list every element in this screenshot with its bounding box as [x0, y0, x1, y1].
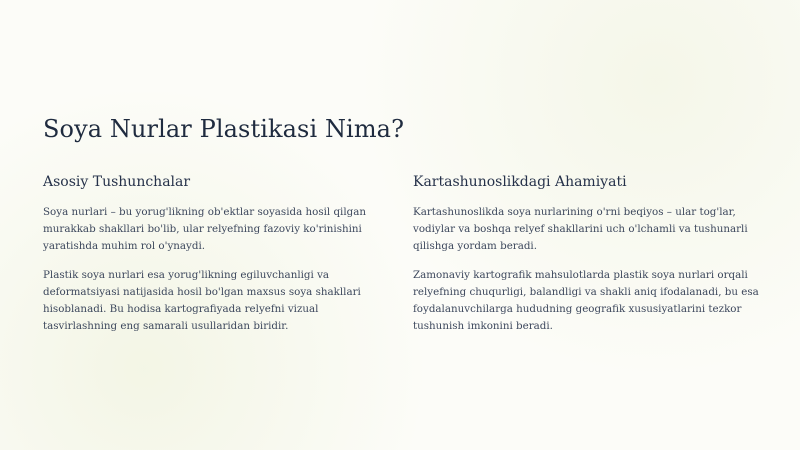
page-title: Soya Nurlar Plastikasi Nima? [43, 115, 405, 143]
paragraph: Zamonaviy kartografik mahsulotlarda plastik soya nurlari orqali relyefning chuqurligi, balandligi va shakli aniq ifodalanadi, bu esa foydalanuvchilarga hududning geografik xususiyatlarini tezkor tushunish imkonini beradi. [413, 268, 759, 333]
paragraph: Plastik soya nurlari esa yorug'likning egiluvchanligi va deformatsiyasi natijasida hosil bo'lgan maxsus soya shakllari hisoblanadi. Bu hodisa kartografiyada relyefni vizual tasvirlashning eng samarali usullaridan biridir. [43, 268, 361, 333]
paragraph: Soya nurlari – bu yorug'likning ob'ektlar soyasida hosil qilgan murakkab shakllari bo'lib, ular relyefning fazoviy ko'rinishini yaratishda muhim rol o'ynaydi. [43, 206, 366, 253]
paragraph: Kartashunoslikda soya nurlarining o'rni beqiyos – ular tog'lar, vodiylar va boshqa relyef shakllarini uch o'lchamli va tushunarli qilishga yordam beradi. [413, 206, 748, 253]
column-heading: Kartashunoslikdagi Ahamiyati [413, 174, 627, 190]
column-cartography-importance [413, 172, 765, 346]
column-key-concepts [43, 172, 395, 346]
column-heading: Asosiy Tushunchalar [43, 174, 191, 190]
